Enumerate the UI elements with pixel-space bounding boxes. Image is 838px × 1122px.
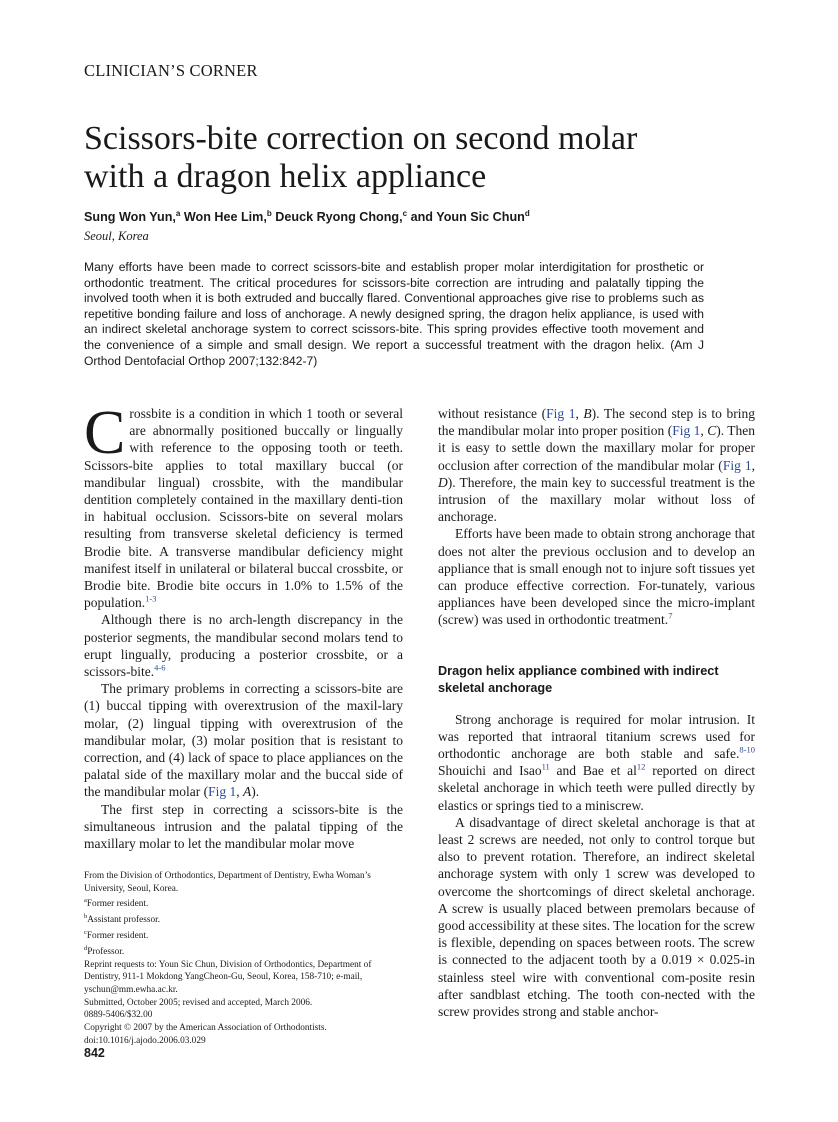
body-paragraph [438,814,755,1020]
footnote-text: Former resident. [86,899,149,910]
body-paragraph [84,801,403,853]
reference-citation[interactable]: 1-3 [145,593,157,604]
footnote-text: Assistant professor. [87,915,161,926]
footnote-doi[interactable]: doi:10.1016/j.ajodo.2006.03.029 [84,1035,206,1046]
paragraph-text: Shouichi and Isao [438,763,542,779]
footnote-affiliation: From the Division of Orthodontics, Department of Dentistry, Ewha Woman’s University, Seoul, Korea. [84,871,371,894]
footnote-item [84,927,406,943]
paragraph-text: , [700,423,708,439]
figure-link[interactable]: Fig 1 [722,457,752,473]
footnote-marker: a [84,897,87,905]
reference-citation[interactable]: 7 [668,610,673,621]
author-list [84,209,530,224]
figure-link[interactable]: Fig 1 [208,784,237,800]
title-line-1: Scissors-bite correction on second molar [84,120,638,157]
footnote-text: Former resident. [86,931,149,942]
title-line-2: with a dragon helix appliance [84,158,487,195]
footnote-copyright: Copyright © 2007 by the American Association of Orthodontists. [84,1023,327,1034]
body-paragraph [84,399,403,611]
paragraph-text: The first step in correcting a scissors-bite is the simultaneous intrusion and the palatal tipping of the maxillary molar to let the mandibular molar move [84,801,403,852]
body-column-left [84,399,403,852]
footnote-marker: b [84,913,88,921]
section-label: CLINICIAN’S CORNER [84,61,258,80]
author-name: Deuck Ryong Chong, [271,210,403,225]
author-location: Seoul, Korea [84,229,149,243]
paragraph-text: without resistance ( [438,406,547,421]
paragraph-text: The primary problems in correcting a scissors-bite are (1) buccal tipping with overextrusion of the maxil-lary molar, (2) lingual tipping with overextrusion of the mandibular molar, (3) molar position that is resistant to correction, and (4) lack of space to place appliances on the palatal side of the maxillary molar and the buccal side of the mandibular molar ( [84,681,403,800]
footnote-item [84,943,406,959]
body-column-right [438,405,755,1020]
reference-citation[interactable]: 4-6 [154,662,166,673]
footnote-item [84,911,406,927]
author-name: and Youn Sic Chun [407,210,525,225]
footnote-text: Professor. [87,946,125,957]
paragraph-text: , [751,457,756,473]
reference-citation[interactable]: 8-10 [739,744,755,755]
body-paragraph [438,711,755,814]
footnote-marker: c [84,929,87,936]
affiliation-marker: c [402,209,408,218]
affiliation-marker: a [175,209,181,218]
paragraph-text: Although there is no arch-length discrepancy in the posterior segments, the mandibular second molars tend to erupt lingually, producing a posterior crossbite, or a scissors-bite. [84,612,403,680]
body-paragraph [84,680,403,800]
paragraph-text: , [575,406,584,421]
paragraph-text: ). The second step is to bring the mandibular molar into proper position ( [438,406,755,439]
figure-link[interactable]: Fig 1 [546,406,576,421]
paragraph-text: A disadvantage of direct skeletal anchorage is that at least 2 screws are needed, not only to control torque but also to prevent rotation. Therefore, an indirect skeletal anchorage system with only 1 screw was developed to overcome the shortcomings of direct skeletal anchorage. A screw is usually placed between premolars because of good accessibility at these sites. The location for the screw is flexible, depending on spaces between roots. The screw is connected to the adjacent tooth by a 0.019 × 0.025-in stainless steel wire with conventional com-posite resin after sandblast etching. The tooth con-nected with the screw provides strong and stable anchor- [438,814,755,1020]
figure-link[interactable]: Fig 1 [672,423,701,439]
paragraph-text: and Bae et al [549,763,637,779]
footnote-item [84,895,406,911]
figure-panel-label: B [583,406,592,421]
affiliation-marker: b [266,209,272,218]
paragraph-text: Efforts have been made to obtain strong anchorage that does not alter the previous occlusion and to develop an appliance that is small enough not to injure soft tissues yet can produce effective correction. For-tunately, various appliances have been developed since the micro-implant (screw) was used in orthodontic treatment. [438,526,755,628]
figure-panel-label: D [438,474,448,490]
paragraph-text: reported on direct skeletal anchorage in which teeth were pulled directly by elastics or springs tied to a miniscrew. [438,763,755,813]
affiliation-marker: d [524,209,530,218]
body-paragraph [438,525,755,628]
paragraph-text: , [236,784,243,800]
body-paragraph [84,611,403,680]
footnote-submitted: Submitted, October 2005; revised and accepted, March 2006. [84,997,313,1008]
footnote-marker: d [84,944,88,952]
paragraph-text: rossbite is a condition in which 1 tooth or several are abnormally positioned buccally or lingually with reference to the opposing tooth or teeth. Scissors-bite applies to total maxillary buccal (or mandibular lingual) crossbite, with the mandibular dentition completely contained in the maxillary denti-tion in habitual occlusion. Scissors-bite on several molars resulting from transverse skeletal deficiency is termed Brodie bite. A transverse mandibular deficiency might manifest itself in unilateral or bilateral buccal crossbite, or Brodie bite. Brodie bite occurs in 1.0% to 1.5% of the population. [84,406,403,611]
author-name: Sung Won Yun, [84,210,176,225]
reference-citation[interactable]: 11 [541,761,550,772]
paragraph-text: ). Then it is easy to settle down the maxillary molar for proper occlusion after correction of the mandibular molar ( [438,423,756,473]
footnote-reprint: Reprint requests to: Youn Sic Chun, Division of Orthodontics, Department of Dentistry, 911-1 Mokdong YangCheon-Gu, Seoul, Korea, 158-710; e-mail, yschun@mm.ewha.ac.kr. [84,959,372,995]
footnote-issn: 0889-5406/$32.00 [84,1010,153,1021]
body-paragraph [438,405,755,525]
page-number: 842 [84,1046,105,1060]
figure-panel-label: C [707,423,717,439]
paragraph-text: ). Therefore, the main key to successful treatment is the intrusion of the maxillary molar without loss of anchorage. [438,474,755,525]
paragraph-text: ). [251,784,260,800]
figure-panel-label: A [242,784,252,800]
article-title [84,120,764,196]
drop-cap: C [84,399,126,467]
author-name: Won Hee Lim, [180,210,267,225]
section-heading: Dragon helix appliance combined with indirect skeletal anchorage [438,663,719,695]
footnotes [84,870,406,1048]
abstract: Many efforts have been made to correct scissors-bite and establish proper molar interdigitation for prosthetic or orthodontic treatment. The critical procedures for scissors-bite correction are intruding and palatally tipping the involved tooth when it is both extruded and buccally flared. Conventional approaches give rise to problems such as repetitive bonding failure and loss of anchorage. A newly designed spring, the dragon helix appliance, is used with an indirect skeletal anchorage system to correct scissors-bite. This spring provides effective tooth movement and the convenience of a simple and small design. We report a successful treatment with the dragon helix. (Am J Orthod Dentofacial Orthop 2007;132:842-7) [84,260,704,368]
reference-citation[interactable]: 12 [636,761,646,772]
paragraph-text: Strong anchorage is required for molar intrusion. It was reported that intraoral titanium screws used for orthodontic anchorage are both stable and safe. [438,711,755,762]
